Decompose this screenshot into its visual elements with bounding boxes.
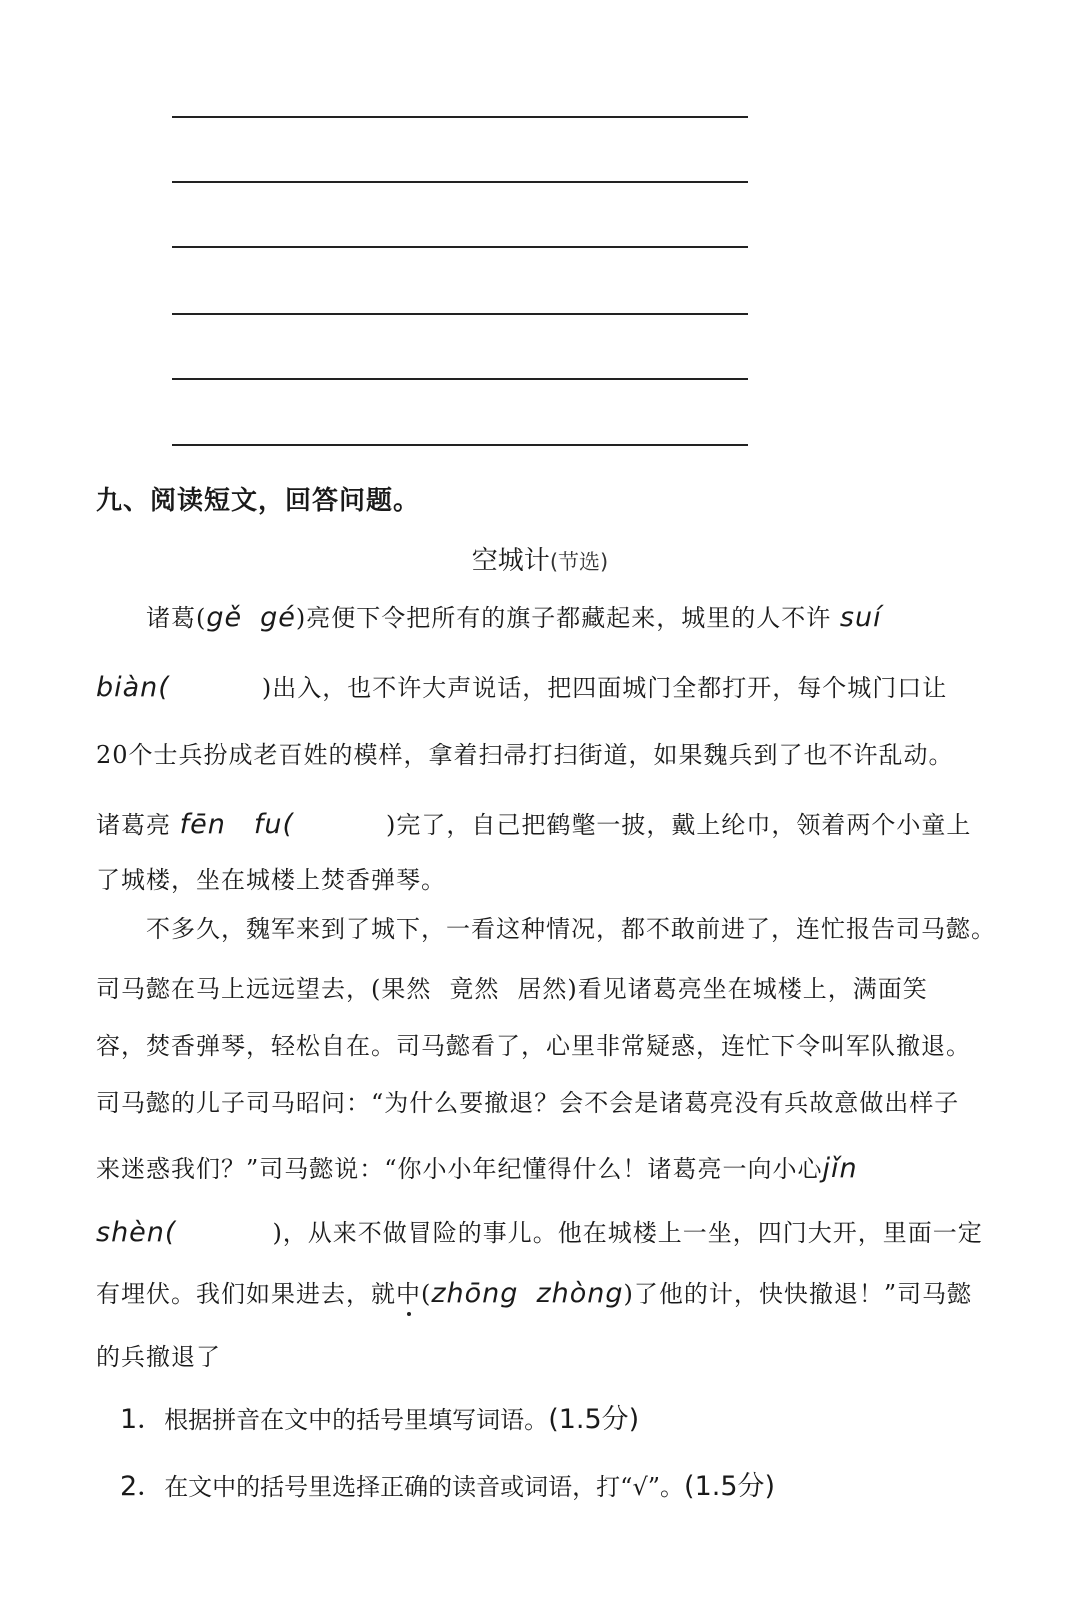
pinyin-option[interactable]: gé [260, 602, 296, 633]
answer-line[interactable] [172, 378, 748, 380]
article-line-3: 20个士兵扮成老百姓的模样，拿着扫帚打扫街道，如果魏兵到了也不许乱动。 [96, 741, 954, 769]
article-line-8: 容，焚香弹琴，轻松自在。司马懿看了，心里非常疑惑，连忙下令叫军队撤退。 [96, 1032, 971, 1060]
question-2 [120, 1464, 775, 1503]
text-segment: )完了，自己把鹤氅一披，戴上纶巾，领着两个小童上 [386, 811, 972, 839]
text-segment: )，从来不做冒险的事儿。他在城楼上一坐，四门大开，里面一定 [272, 1219, 983, 1247]
question-text: 根据拼音在文中的括号里填写词语。 [164, 1406, 549, 1434]
article-line-5: 了城楼，坐在城楼上焚香弹琴。 [96, 866, 446, 894]
dotted-character: 中 [396, 1280, 421, 1308]
text-segment: 有埋伏。我们如果进去，就 [96, 1280, 396, 1308]
question-number: 2． [120, 1471, 165, 1502]
article-line-12 [96, 1274, 972, 1309]
pinyin-prompt: fēn fu( [179, 809, 295, 840]
answer-line[interactable] [172, 246, 748, 248]
pinyin-prompt: shèn( [96, 1217, 177, 1248]
word-option[interactable]: 居然 [517, 975, 568, 1003]
text-segment: )亮便下令把所有的旗子都藏起来，城里的人不许 [295, 604, 832, 632]
question-score: (1.5分) [548, 1404, 640, 1435]
answer-line[interactable] [172, 444, 748, 446]
article-line-9: 司马懿的儿子司马昭问：“为什么要撤退？会不会是诸葛亮没有兵故意做出样子 [96, 1089, 960, 1117]
pinyin-option[interactable]: gě [206, 602, 243, 633]
word-option[interactable]: 竟然 [449, 975, 500, 1003]
article-line-10 [96, 1149, 858, 1184]
answer-line[interactable] [172, 313, 748, 315]
pinyin-option[interactable]: zhōng [431, 1278, 519, 1309]
text-segment: 诸葛( [146, 604, 207, 632]
question-text: 在文中的括号里选择正确的读音或词语，打“√”。 [164, 1473, 685, 1501]
text-segment: )出入，也不许大声说话，把四面城门全都打开，每个城门口让 [261, 674, 948, 702]
answer-line[interactable] [172, 116, 748, 118]
pinyin-prompt: suí [839, 602, 882, 633]
pinyin-option[interactable]: zhòng [536, 1278, 624, 1309]
section-heading: 九、阅读短文，回答问题。 [96, 486, 421, 516]
article-line-13: 的兵撤退了 [96, 1343, 221, 1371]
article-title-note: (节选) [549, 550, 609, 574]
question-1 [120, 1397, 639, 1436]
pinyin-prompt: jǐn [822, 1153, 858, 1184]
question-score: (1.5分) [684, 1471, 776, 1502]
word-option[interactable]: 果然 [381, 975, 432, 1003]
article-line-4 [96, 802, 971, 841]
article-title [0, 540, 1080, 577]
text-segment: 诸葛亮 [96, 811, 171, 839]
article-line-11 [96, 1213, 983, 1248]
article-line-1 [146, 598, 882, 633]
article-line-7 [96, 969, 928, 1004]
article-line-6: 不多久，魏军来到了城下，一看这种情况，都不敢前进了，连忙报告司马懿。 [146, 915, 996, 943]
article-line-2 [96, 668, 947, 703]
article-title-text: 空城计 [471, 546, 550, 576]
pinyin-prompt: biàn( [96, 672, 170, 703]
text-segment: 司马懿在马上远远望去，( [96, 975, 382, 1003]
text-segment: )了他的计，快快撤退！”司马懿 [623, 1280, 973, 1308]
text-segment: )看见诸葛亮坐在城楼上，满面笑 [567, 975, 928, 1003]
answer-line[interactable] [172, 181, 748, 183]
text-segment: 来迷惑我们？”司马懿说：“你小小年纪懂得什么！诸葛亮一向小心 [96, 1155, 823, 1183]
text-segment: ( [421, 1280, 432, 1308]
question-number: 1． [120, 1404, 165, 1435]
